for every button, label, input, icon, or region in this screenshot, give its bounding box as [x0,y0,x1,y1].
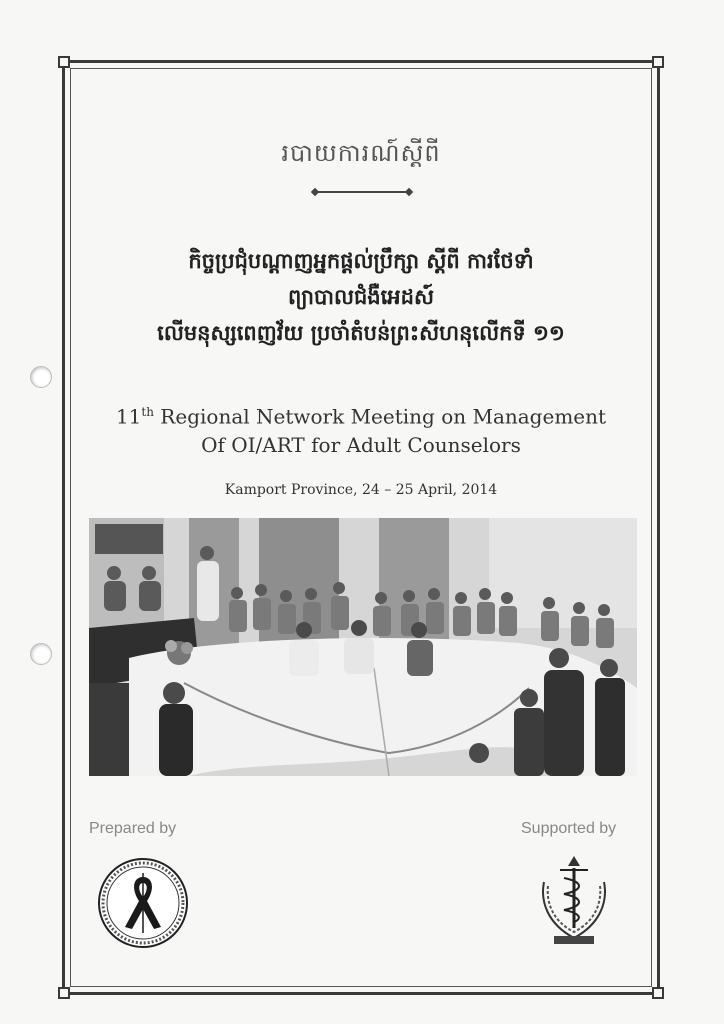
supported-by-label: Supported by [521,820,617,837]
prepared-by-label: Prepared by [89,820,177,837]
binder-hole-bottom [30,643,52,665]
ornamental-divider [316,191,408,193]
english-title [70,398,652,459]
frame-corner-bl [58,987,70,999]
ribbon-seal-icon [95,855,191,951]
location-date: Kamport Province, 24 – 25 April, 2014 [224,482,498,498]
frame-corner-tr [652,56,664,68]
english-title-line-2: Of OI/ART for Adult Counselors [201,432,521,457]
frame-corner-tl [58,56,70,68]
khmer-report-heading: របាយការណ៍ស្ដីពី [281,139,441,167]
meeting-photo-illustration [89,518,637,776]
khmer-title-line-1: កិច្ចប្រជុំបណ្ដាញអ្នកផ្ដល់ប្រឹក្សា ស្ដីពី ការថែទាំ [188,249,534,273]
meeting-photo [89,518,637,776]
supporter-emblem-logo [530,852,618,948]
caduceus-emblem-icon [530,852,618,948]
preparer-seal-logo [95,855,191,951]
khmer-title-line-2: ព្យាបាលជំងឺអេដស៍ [288,285,434,309]
english-title-line-1: 11th Regional Network Meeting on Management [115,404,607,429]
khmer-title-line-3: លើមនុស្សពេញវ័យ ប្រចាំតំបន់ព្រះសីហនុលើកទី ១១ [157,321,565,345]
binder-hole-top [30,366,52,388]
frame-corner-br [652,987,664,999]
